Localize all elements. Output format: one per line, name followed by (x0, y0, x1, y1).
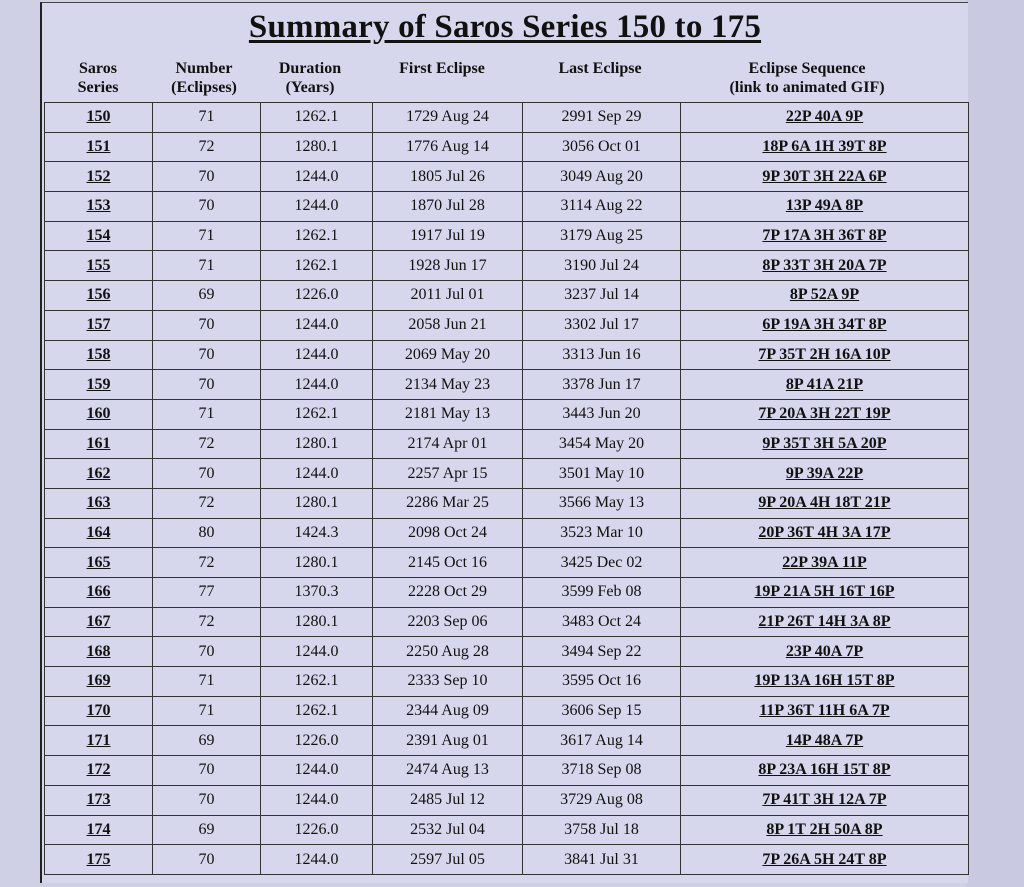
cell-number: 70 (153, 162, 261, 192)
cell-saros (45, 370, 153, 400)
cell-saros (45, 459, 153, 489)
cell-number: 72 (153, 607, 261, 637)
sequence-link[interactable]: 9P 30T 3H 22A 6P (762, 167, 887, 185)
sequence-link[interactable]: 8P 52A 9P (789, 286, 860, 304)
saros-link[interactable]: 166 (86, 583, 111, 601)
saros-link[interactable]: 161 (86, 434, 111, 452)
cell-last-eclipse: 2991 Sep 29 (523, 103, 681, 133)
cell-first-eclipse: 2145 Oct 16 (373, 548, 523, 578)
header-last-eclipse (530, 59, 670, 78)
cell-first-eclipse: 1870 Jul 28 (373, 192, 523, 222)
cell-saros (45, 607, 153, 637)
saros-link[interactable]: 158 (86, 345, 111, 363)
sequence-link[interactable]: 19P 21A 5H 16T 16P (754, 583, 895, 601)
cell-first-eclipse: 2485 Jul 12 (373, 785, 523, 815)
cell-first-eclipse: 2098 Oct 24 (373, 518, 523, 548)
cell-last-eclipse: 3237 Jul 14 (523, 281, 681, 311)
saros-link[interactable]: 153 (86, 197, 111, 215)
cell-duration: 1244.0 (261, 370, 373, 400)
table-row (45, 429, 969, 459)
cell-first-eclipse: 2181 May 13 (373, 399, 523, 429)
cell-eclipse-sequence (681, 696, 969, 726)
sequence-link[interactable]: 14P 48A 7P (785, 731, 864, 749)
cell-last-eclipse: 3606 Sep 15 (523, 696, 681, 726)
header-saros-line2: Series (77, 79, 119, 96)
document-page (40, 2, 968, 883)
cell-first-eclipse: 2532 Jul 04 (373, 815, 523, 845)
sequence-link[interactable]: 8P 1T 2H 50A 8P (766, 820, 883, 838)
cell-number: 72 (153, 429, 261, 459)
cell-eclipse-sequence (681, 162, 969, 192)
table-row (45, 192, 969, 222)
cell-duration: 1244.0 (261, 756, 373, 786)
cell-eclipse-sequence (681, 399, 969, 429)
cell-first-eclipse: 2134 May 23 (373, 370, 523, 400)
cell-number: 69 (153, 281, 261, 311)
sequence-link[interactable]: 9P 39A 22P (785, 464, 864, 482)
cell-duration: 1280.1 (261, 429, 373, 459)
cell-saros (45, 578, 153, 608)
saros-link[interactable]: 160 (86, 405, 111, 423)
cell-last-eclipse: 3114 Aug 22 (523, 192, 681, 222)
cell-first-eclipse: 1805 Jul 26 (373, 162, 523, 192)
cell-number: 70 (153, 785, 261, 815)
cell-eclipse-sequence (681, 221, 969, 251)
cell-last-eclipse: 3313 Jun 16 (523, 340, 681, 370)
saros-link[interactable]: 169 (86, 672, 111, 690)
sequence-link[interactable]: 18P 6A 1H 39T 8P (762, 138, 887, 156)
cell-number: 80 (153, 518, 261, 548)
cell-last-eclipse: 3190 Jul 24 (523, 251, 681, 281)
cell-duration: 1280.1 (261, 548, 373, 578)
cell-first-eclipse: 2069 May 20 (373, 340, 523, 370)
table-row (45, 548, 969, 578)
cell-first-eclipse: 2391 Aug 01 (373, 726, 523, 756)
header-sequence-line1: Eclipse Sequence (748, 60, 866, 77)
sequence-link[interactable]: 7P 35T 2H 16A 10P (758, 345, 891, 363)
cell-number: 72 (153, 488, 261, 518)
cell-duration: 1424.3 (261, 518, 373, 548)
cell-first-eclipse: 1928 Jun 17 (373, 251, 523, 281)
cell-last-eclipse: 3566 May 13 (523, 488, 681, 518)
sequence-link[interactable]: 22P 40A 9P (785, 108, 864, 126)
cell-first-eclipse: 1776 Aug 14 (373, 132, 523, 162)
cell-last-eclipse: 3501 May 10 (523, 459, 681, 489)
cell-saros (45, 192, 153, 222)
header-duration (260, 59, 360, 97)
cell-eclipse-sequence (681, 518, 969, 548)
cell-saros (45, 251, 153, 281)
saros-link[interactable]: 150 (86, 108, 111, 126)
cell-number: 77 (153, 578, 261, 608)
cell-last-eclipse: 3443 Jun 20 (523, 399, 681, 429)
cell-last-eclipse: 3483 Oct 24 (523, 607, 681, 637)
cell-number: 69 (153, 726, 261, 756)
cell-first-eclipse: 2250 Aug 28 (373, 637, 523, 667)
cell-last-eclipse: 3056 Oct 01 (523, 132, 681, 162)
cell-eclipse-sequence (681, 340, 969, 370)
cell-last-eclipse: 3617 Aug 14 (523, 726, 681, 756)
cell-duration: 1244.0 (261, 340, 373, 370)
cell-eclipse-sequence (681, 548, 969, 578)
cell-number: 72 (153, 548, 261, 578)
cell-saros (45, 756, 153, 786)
cell-eclipse-sequence (681, 578, 969, 608)
cell-saros (45, 518, 153, 548)
saros-link[interactable]: 175 (86, 850, 111, 868)
sequence-link[interactable]: 8P 23A 16H 15T 8P (758, 761, 891, 779)
cell-number: 72 (153, 132, 261, 162)
table-row (45, 696, 969, 726)
cell-eclipse-sequence (681, 103, 969, 133)
table-row (45, 726, 969, 756)
cell-first-eclipse: 2597 Jul 05 (373, 845, 523, 875)
saros-link[interactable]: 174 (86, 820, 111, 838)
cell-duration: 1244.0 (261, 459, 373, 489)
cell-eclipse-sequence (681, 607, 969, 637)
sequence-link[interactable]: 8P 33T 3H 20A 7P (762, 256, 887, 274)
header-saros-line1: Saros (79, 60, 117, 77)
table-row (45, 785, 969, 815)
sequence-link[interactable]: 20P 36T 4H 3A 17P (758, 523, 891, 541)
cell-first-eclipse: 2011 Jul 01 (373, 281, 523, 311)
cell-duration: 1244.0 (261, 785, 373, 815)
table-row (45, 370, 969, 400)
saros-link[interactable]: 173 (86, 791, 111, 809)
cell-saros (45, 845, 153, 875)
cell-saros (45, 429, 153, 459)
table-row (45, 488, 969, 518)
cell-eclipse-sequence (681, 667, 969, 697)
cell-number: 70 (153, 756, 261, 786)
saros-link[interactable]: 168 (86, 642, 111, 660)
cell-number: 70 (153, 845, 261, 875)
cell-last-eclipse: 3494 Sep 22 (523, 637, 681, 667)
cell-duration: 1262.1 (261, 667, 373, 697)
table-row (45, 518, 969, 548)
cell-saros (45, 785, 153, 815)
cell-eclipse-sequence (681, 132, 969, 162)
header-duration-line2: (Years) (285, 79, 335, 96)
cell-duration: 1244.0 (261, 637, 373, 667)
cell-duration: 1244.0 (261, 845, 373, 875)
saros-link[interactable]: 164 (86, 523, 111, 541)
cell-eclipse-sequence (681, 310, 969, 340)
sequence-link[interactable]: 9P 20A 4H 18T 21P (758, 494, 891, 512)
cell-eclipse-sequence (681, 370, 969, 400)
saros-link[interactable]: 159 (86, 375, 111, 393)
header-number-line1: Number (175, 60, 233, 77)
header-eclipse-sequence (682, 59, 932, 97)
header-number (156, 59, 252, 97)
saros-link[interactable]: 170 (86, 702, 111, 720)
cell-eclipse-sequence (681, 726, 969, 756)
sequence-link[interactable]: 7P 20A 3H 22T 19P (758, 405, 891, 423)
cell-eclipse-sequence (681, 429, 969, 459)
cell-number: 70 (153, 459, 261, 489)
cell-saros (45, 281, 153, 311)
cell-first-eclipse: 2228 Oct 29 (373, 578, 523, 608)
table-row (45, 281, 969, 311)
cell-last-eclipse: 3595 Oct 16 (523, 667, 681, 697)
sequence-link[interactable]: 11P 36T 11H 6A 7P (759, 702, 890, 720)
header-number-line2: (Eclipses) (171, 79, 237, 96)
cell-number: 69 (153, 815, 261, 845)
sequence-link[interactable]: 22P 39A 11P (782, 553, 867, 571)
table-row (45, 667, 969, 697)
table-header (42, 59, 968, 103)
cell-number: 70 (153, 340, 261, 370)
saros-link[interactable]: 172 (86, 761, 111, 779)
cell-last-eclipse: 3454 May 20 (523, 429, 681, 459)
cell-last-eclipse: 3523 Mar 10 (523, 518, 681, 548)
header-last-line1: Last Eclipse (558, 60, 642, 77)
table-row (45, 103, 969, 133)
table-row (45, 815, 969, 845)
cell-last-eclipse: 3729 Aug 08 (523, 785, 681, 815)
sequence-link[interactable]: 7P 17A 3H 36T 8P (762, 227, 887, 245)
saros-link[interactable]: 156 (86, 286, 111, 304)
table-row (45, 251, 969, 281)
cell-duration: 1262.1 (261, 103, 373, 133)
table-row (45, 340, 969, 370)
saros-link[interactable]: 167 (86, 613, 111, 631)
saros-link[interactable]: 162 (86, 464, 111, 482)
cell-saros (45, 221, 153, 251)
cell-eclipse-sequence (681, 192, 969, 222)
saros-link[interactable]: 157 (86, 316, 111, 334)
cell-duration: 1262.1 (261, 399, 373, 429)
sequence-link[interactable]: 7P 41T 3H 12A 7P (762, 791, 887, 809)
sequence-link[interactable]: 9P 35T 3H 5A 20P (762, 434, 887, 452)
table-row (45, 399, 969, 429)
header-first-line1: First Eclipse (399, 60, 485, 77)
cell-saros (45, 162, 153, 192)
header-saros-series (56, 59, 140, 97)
header-first-eclipse (372, 59, 512, 78)
cell-duration: 1226.0 (261, 281, 373, 311)
saros-link[interactable]: 155 (86, 256, 111, 274)
cell-first-eclipse: 2058 Jun 21 (373, 310, 523, 340)
cell-first-eclipse: 2174 Apr 01 (373, 429, 523, 459)
cell-saros (45, 132, 153, 162)
cell-number: 71 (153, 399, 261, 429)
scan-margin (966, 0, 1024, 887)
cell-saros (45, 667, 153, 697)
cell-saros (45, 399, 153, 429)
table-row (45, 756, 969, 786)
cell-eclipse-sequence (681, 815, 969, 845)
cell-saros (45, 548, 153, 578)
cell-saros (45, 726, 153, 756)
cell-first-eclipse: 1917 Jul 19 (373, 221, 523, 251)
cell-eclipse-sequence (681, 845, 969, 875)
table-row (45, 845, 969, 875)
table-row (45, 132, 969, 162)
cell-duration: 1280.1 (261, 488, 373, 518)
cell-eclipse-sequence (681, 281, 969, 311)
sequence-link[interactable]: 7P 26A 5H 24T 8P (762, 850, 887, 868)
cell-duration: 1244.0 (261, 310, 373, 340)
cell-saros (45, 103, 153, 133)
saros-link[interactable]: 152 (86, 167, 111, 185)
cell-first-eclipse: 2257 Apr 15 (373, 459, 523, 489)
cell-last-eclipse: 3378 Jun 17 (523, 370, 681, 400)
cell-number: 71 (153, 251, 261, 281)
table-body (45, 103, 969, 875)
sequence-link[interactable]: 6P 19A 3H 34T 8P (762, 316, 887, 334)
cell-last-eclipse: 3049 Aug 20 (523, 162, 681, 192)
saros-link[interactable]: 154 (86, 227, 111, 245)
cell-first-eclipse: 2333 Sep 10 (373, 667, 523, 697)
cell-saros (45, 815, 153, 845)
table-row (45, 637, 969, 667)
sequence-link[interactable]: 23P 40A 7P (785, 642, 864, 660)
cell-duration: 1280.1 (261, 607, 373, 637)
cell-last-eclipse: 3758 Jul 18 (523, 815, 681, 845)
cell-saros (45, 488, 153, 518)
cell-eclipse-sequence (681, 637, 969, 667)
cell-last-eclipse: 3425 Dec 02 (523, 548, 681, 578)
cell-last-eclipse: 3599 Feb 08 (523, 578, 681, 608)
cell-first-eclipse: 2474 Aug 13 (373, 756, 523, 786)
sequence-link[interactable]: 21P 26T 14H 3A 8P (758, 613, 891, 631)
cell-duration: 1280.1 (261, 132, 373, 162)
cell-duration: 1244.0 (261, 192, 373, 222)
cell-saros (45, 696, 153, 726)
cell-saros (45, 340, 153, 370)
cell-eclipse-sequence (681, 785, 969, 815)
cell-number: 71 (153, 103, 261, 133)
saros-link[interactable]: 163 (86, 494, 111, 512)
header-duration-line1: Duration (278, 60, 342, 77)
cell-first-eclipse: 1729 Aug 24 (373, 103, 523, 133)
header-sequence-line2: (link to animated GIF) (729, 79, 885, 96)
page-title: Summary of Saros Series 150 to 175 (248, 9, 762, 45)
cell-number: 70 (153, 192, 261, 222)
cell-duration: 1370.3 (261, 578, 373, 608)
cell-first-eclipse: 2286 Mar 25 (373, 488, 523, 518)
cell-eclipse-sequence (681, 756, 969, 786)
sequence-link[interactable]: 8P 41A 21P (785, 375, 864, 393)
cell-eclipse-sequence (681, 459, 969, 489)
cell-number: 70 (153, 370, 261, 400)
table-row (45, 310, 969, 340)
cell-eclipse-sequence (681, 488, 969, 518)
sequence-link[interactable]: 19P 13A 16H 15T 8P (754, 672, 895, 690)
cell-number: 71 (153, 221, 261, 251)
table-row (45, 162, 969, 192)
cell-saros (45, 310, 153, 340)
cell-duration: 1226.0 (261, 726, 373, 756)
cell-number: 71 (153, 696, 261, 726)
cell-number: 70 (153, 310, 261, 340)
saros-link[interactable]: 171 (86, 731, 111, 749)
cell-first-eclipse: 2203 Sep 06 (373, 607, 523, 637)
cell-first-eclipse: 2344 Aug 09 (373, 696, 523, 726)
cell-last-eclipse: 3302 Jul 17 (523, 310, 681, 340)
cell-last-eclipse: 3718 Sep 08 (523, 756, 681, 786)
cell-last-eclipse: 3179 Aug 25 (523, 221, 681, 251)
saros-link[interactable]: 151 (86, 138, 111, 156)
cell-duration: 1262.1 (261, 251, 373, 281)
saros-table (44, 102, 969, 875)
cell-number: 71 (153, 667, 261, 697)
sequence-link[interactable]: 13P 49A 8P (785, 197, 864, 215)
cell-duration: 1226.0 (261, 815, 373, 845)
table-row (45, 221, 969, 251)
cell-duration: 1262.1 (261, 221, 373, 251)
cell-duration: 1262.1 (261, 696, 373, 726)
cell-last-eclipse: 3841 Jul 31 (523, 845, 681, 875)
cell-number: 70 (153, 637, 261, 667)
cell-duration: 1244.0 (261, 162, 373, 192)
cell-saros (45, 637, 153, 667)
table-row (45, 607, 969, 637)
table-row (45, 578, 969, 608)
cell-eclipse-sequence (681, 251, 969, 281)
saros-link[interactable]: 165 (86, 553, 111, 571)
table-row (45, 459, 969, 489)
